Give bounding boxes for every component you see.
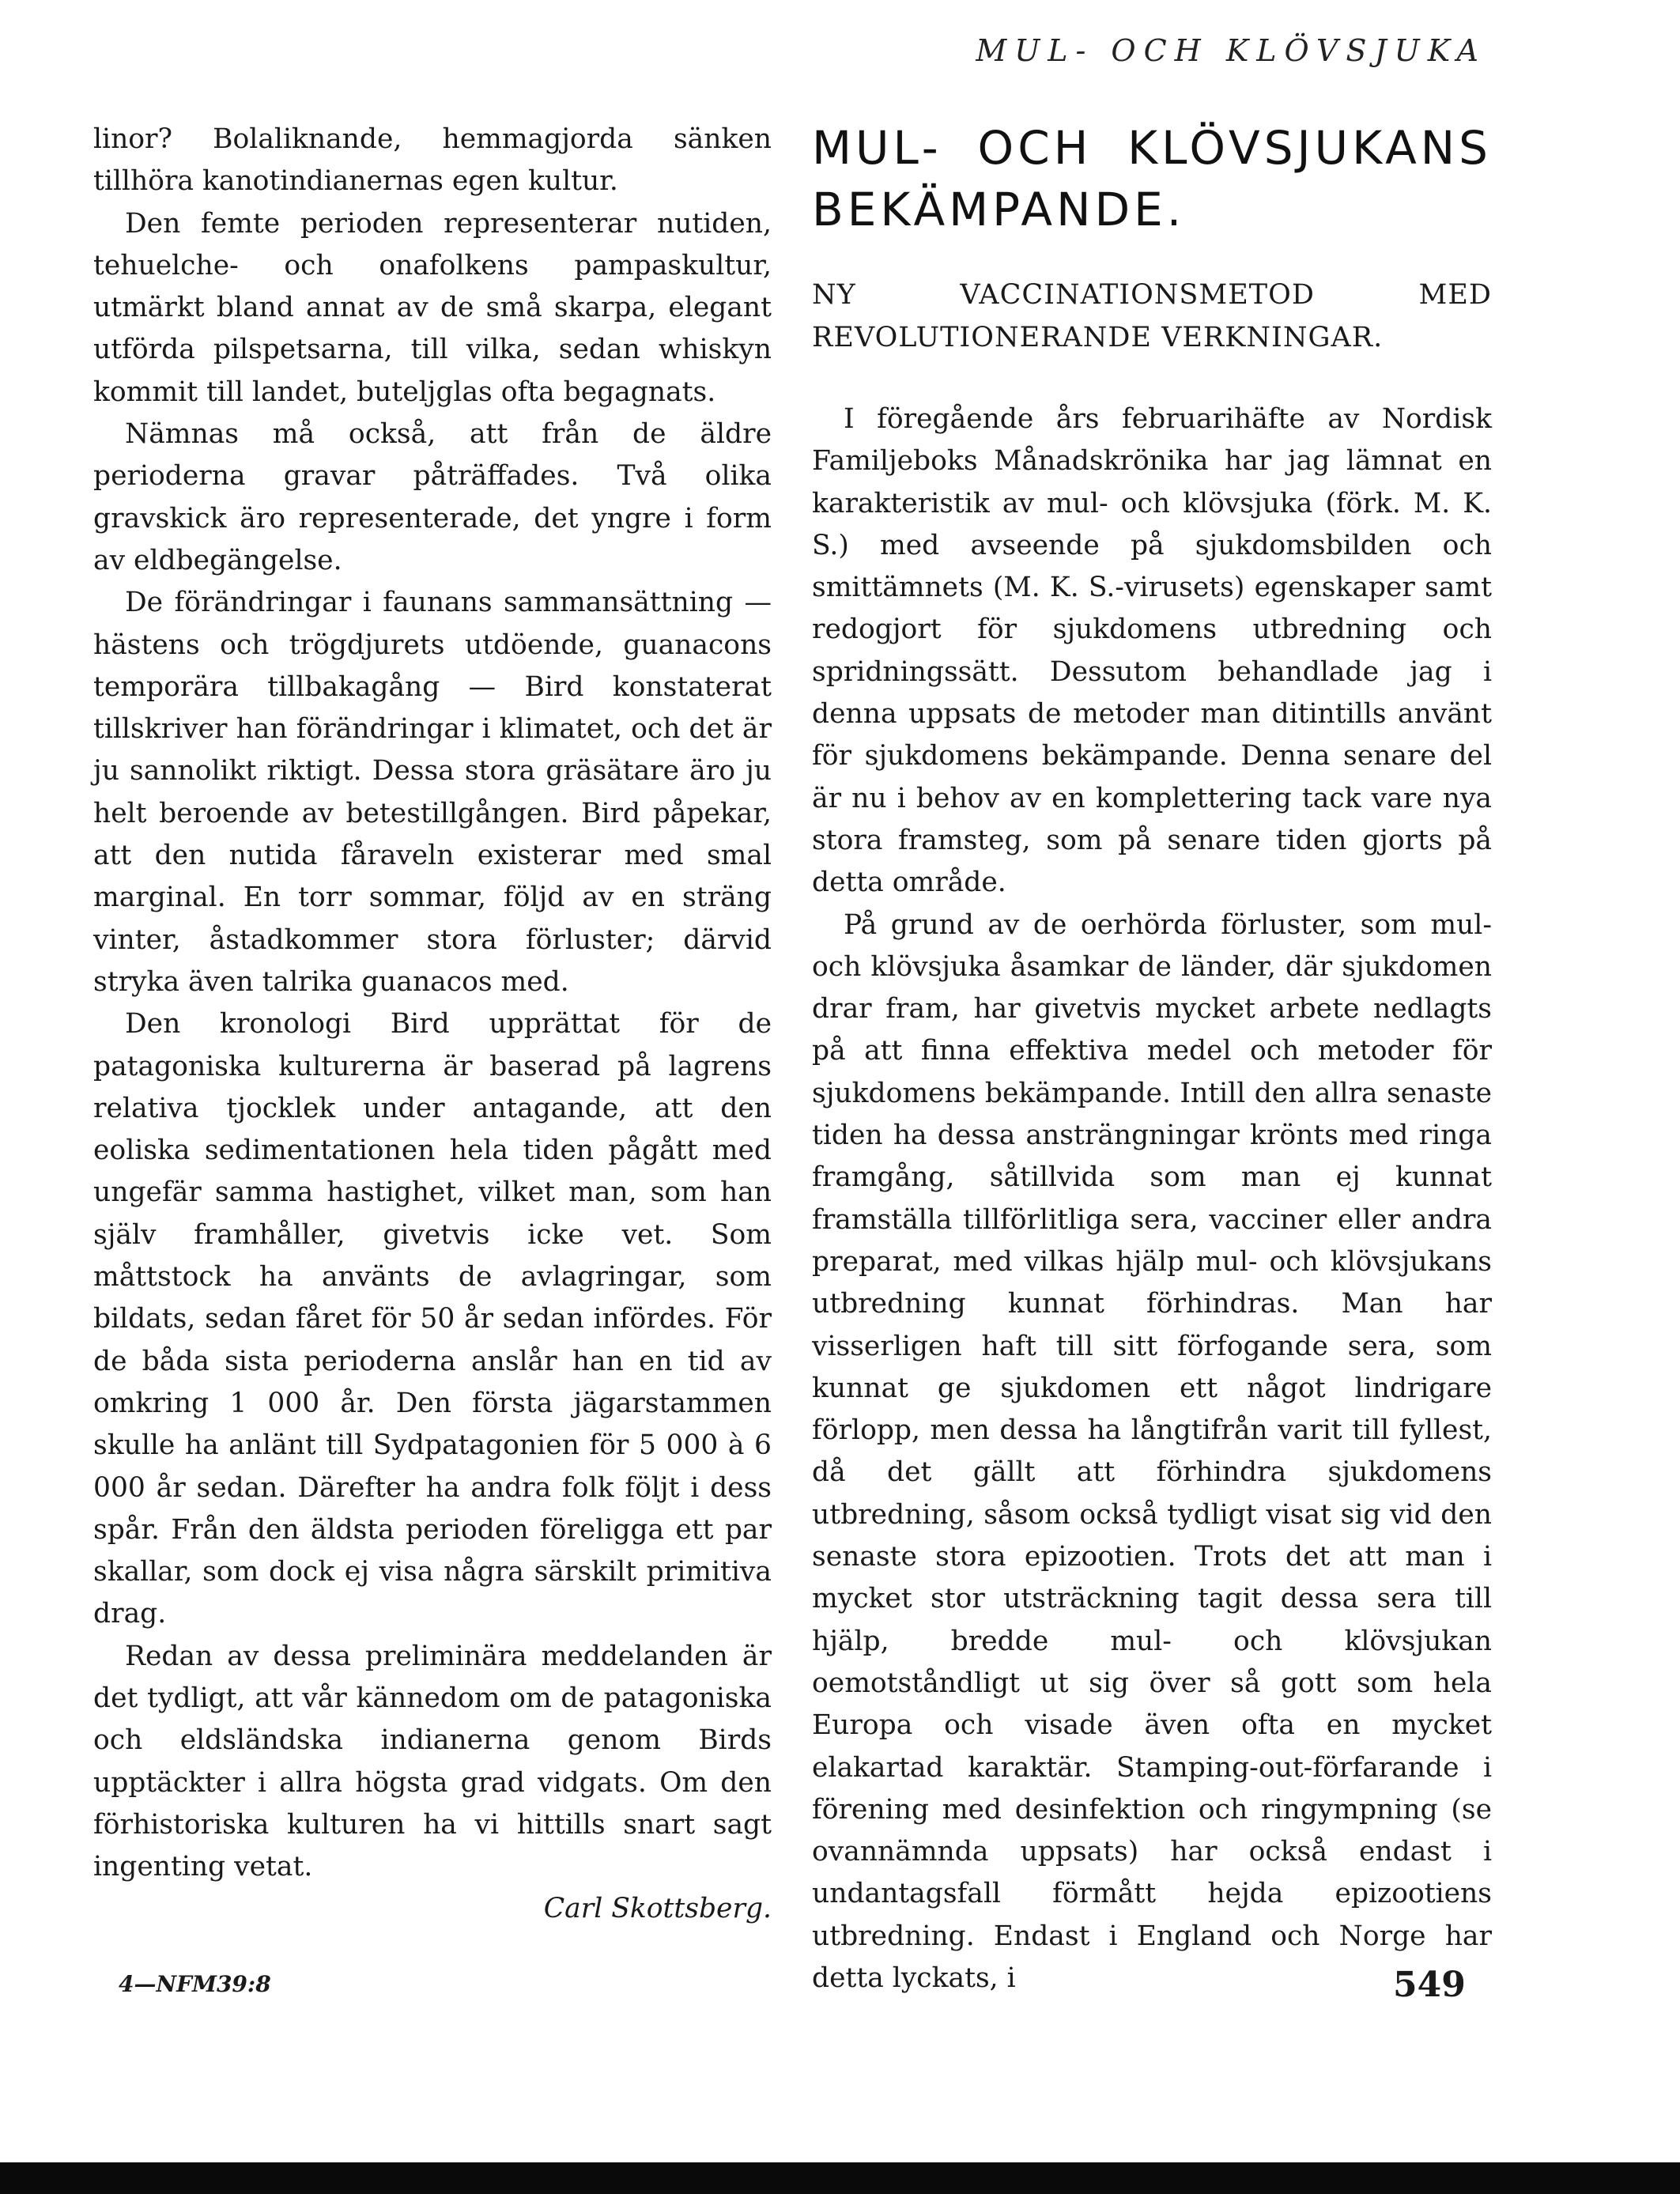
article-title: MUL- OCH KLÖVSJUKANS BEKÄMPANDE. [812, 121, 1492, 236]
paragraph: De förändringar i faunans sammansättning — hästens och trögdjurets utdöende, guanacons temporära tillbakagång — Bird konstaterat tillskriver han förändringar i klimatet, och det är ju sannolikt riktigt. Dessa stora gräsätare äro ju helt beroende av betestillgången. Bird påpekar, att den nutida fåraveln existerar med smal marginal. En torr sommar, följd av en sträng vinter, åstadkommer stora förluster; därvid stryka även talrika guanacos med. [93, 587, 772, 998]
right-column [812, 117, 1492, 2000]
paragraph: På grund av de oerhörda förluster, som mul- och klövsjuka åsamkar de länder, där sjukdomen drar fram, har givetvis mycket arbete nedlagts på att finna effektiva medel och metoder för sjukdomens bekämpande. Intill den allra senaste tiden ha dessa ansträngningar krönts med ringa framgång, såtillvida som man ej kunnat framställa tillförlitliga sera, vacciner eller andra preparat, med vilkas hjälp mul- och klövsjukans utbredning kunnat förhindras. Man har visserligen haft till sitt förfogande sera, som kunnat ge sjukdomen ett något lindrigare förlopp, men dessa ha långtifrån varit till fyllest, då det gällt att förhindra sjukdomens utbredning, såsom också tydligt visat sig vid den senaste stora epizootien. Trots det att man i mycket stor utsträckning tagit dessa sera till hjälp, bredde mul- och klövsjukan oemotståndligt ut sig över så gott som hela Europa och visade även ofta en mycket elakartad karaktär. Stamping-out-förfarande i förening med desinfektion och ringympning (se ovannämnda uppsats) har också endast i undantagsfall förmått hejda epizootiens utbredning. Endast i England och Norge har detta lyckats, i [812, 908, 1492, 1994]
paragraph: I föregående års februarihäfte av Nordisk Familjeboks Månadskrönika har jag lämnat en karakteristik av mul- och klövsjuka (förk. M. K. S.) med avseende på sjukdomsbilden och smittämnets (M. K. S.-virusets) egenskaper samt redogjort för sjukdomens utbredning och spridningssätt. Dessutom behandlade jag i denna uppsats de metoder man ditintills använt för sjukdomens bekämpande. Denna senare del är nu i behov av en komplettering tack vare nya stora framsteg, som på senare tiden gjorts på detta område. [812, 403, 1492, 899]
paragraph: Nämnas må också, att från de äldre perioderna gravar påträffades. Två olika gravskick äro representerade, det yngre i form av eldbegängelse. [93, 418, 772, 576]
paragraph: Redan av dessa preliminära meddelanden är det tydligt, att vår kännedom om de patagoniska och eldsländska indianerna genom Birds upptäckter i allra högsta grad vidgats. Om den förhistoriska kulturen ha vi hittills snart sagt ingenting vetat. [93, 1640, 772, 1883]
running-head: MUL- OCH KLÖVSJUKA [976, 33, 1486, 68]
signature-line [93, 1888, 772, 1930]
author-signature: Carl Skottsberg. [543, 1893, 772, 1925]
paragraph: Den kronologi Bird upprättat för de patagoniska kulturerna är baserad på lagrens relativa tjocklek under antagande, att den eoliska sedimentationen hela tiden pågått med ungefär samma hastighet, vilket man, som han själv framhåller, givetvis icke vet. Som måttstock ha använts de avlagringar, som bildats, sedan fåret för 50 år sedan infördes. För de båda sista perioderna anslår han en tid av omkring 1 000 år. Den första jägarstammen skulle ha anlänt till Sydpatagonien för 5 000 à 6 000 år sedan. Därefter ha andra folk följt i dess spår. Från den äldsta perioden föreligga ett par skallar, som dock ej visa några särskilt primitiva drag. [93, 1008, 772, 1630]
page-number: 549 [1393, 1965, 1466, 2005]
paragraph: Den femte perioden representerar nutiden, tehuelche- och onafolkens pampaskultur, utmärkt bland annat av de små skarpa, elegant utförda pilspetsarna, till vilka, sedan whiskyn kommit till landet, buteljglas ofta begagnats. [93, 207, 772, 408]
article-subtitle: NY VACCINATIONSMETOD MED REVOLUTIONERANDE VERKNINGAR. [812, 279, 1492, 353]
paragraph: linor? Bolaliknande, hemmagjorda sänken tillhöra kanotindianernas egen kultur. [93, 123, 772, 198]
scan-edge [0, 2162, 1680, 2194]
printer-signature-mark: 4—NFM39:8 [119, 1971, 271, 1997]
left-column [93, 119, 772, 1931]
